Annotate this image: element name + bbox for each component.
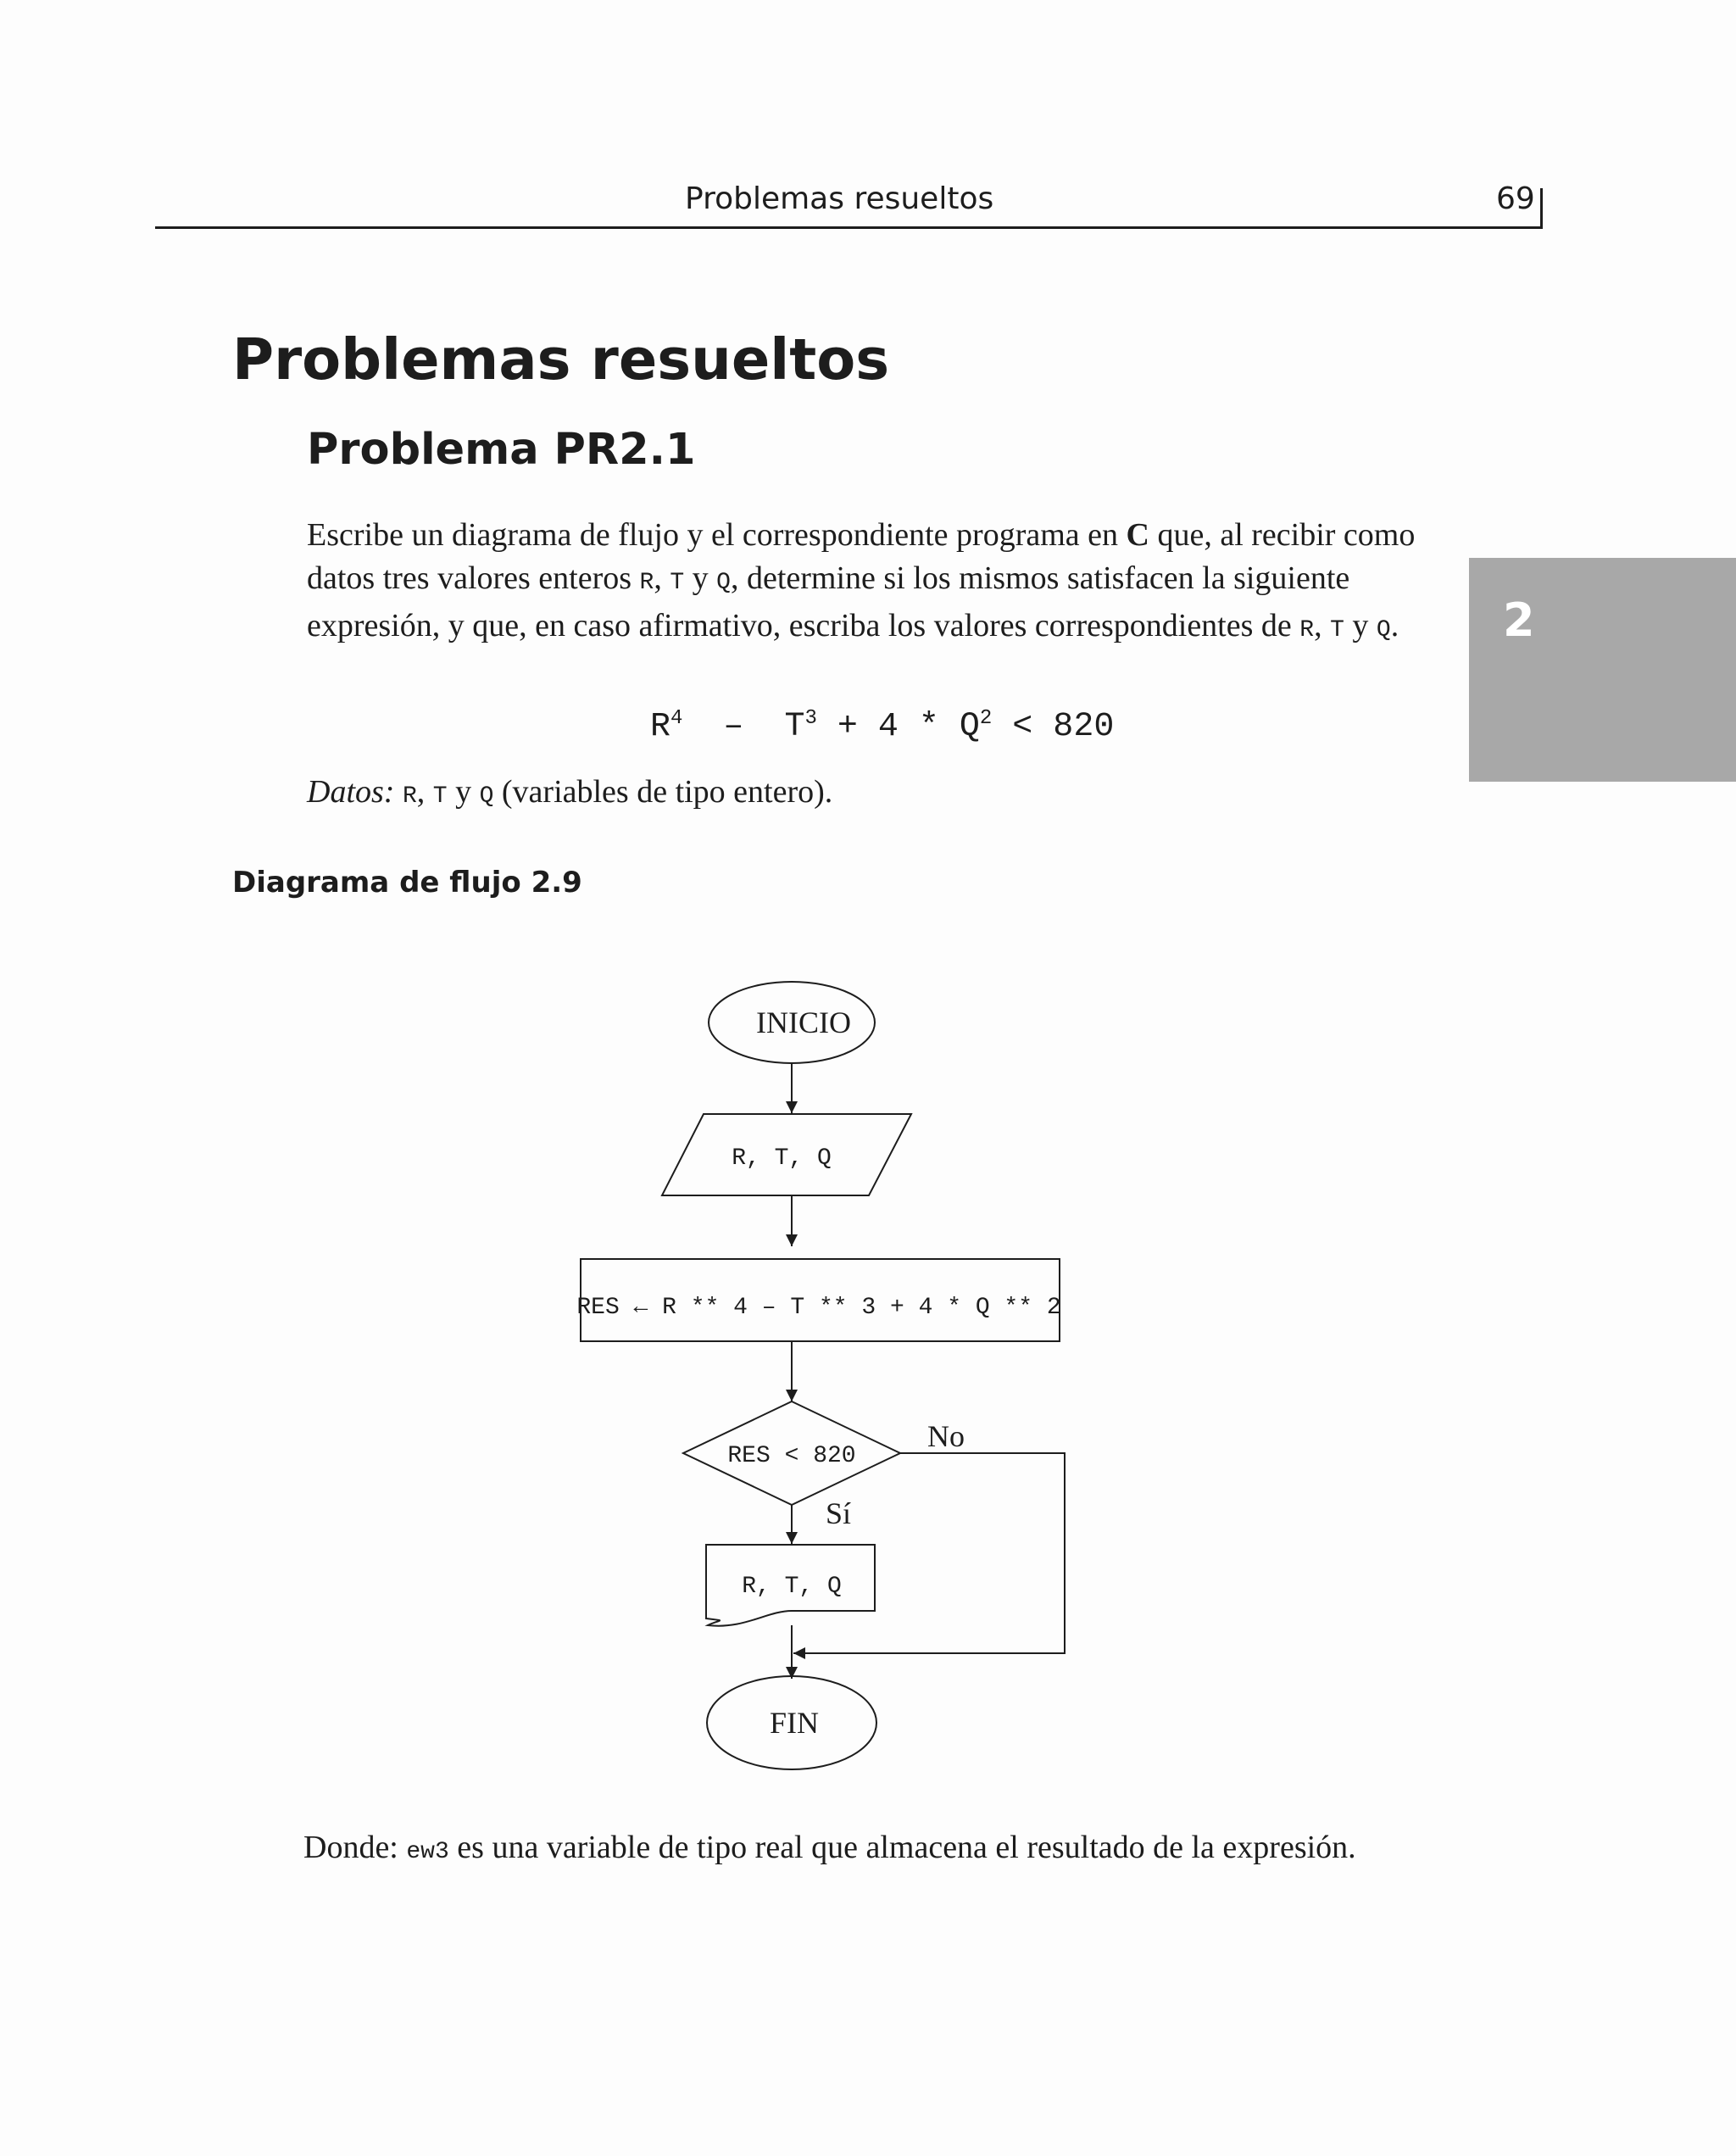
output-label: R, T, Q xyxy=(742,1574,842,1600)
start-label: INICIO xyxy=(756,1006,851,1039)
process-label: RES ← R ** 4 – T ** 3 + 4 * Q ** 2 xyxy=(576,1295,1061,1321)
statement-text: Escribe un diagrama de flujo y el correspondiente programa en xyxy=(307,517,1127,553)
no-branch-label: No xyxy=(927,1419,965,1453)
expr-q-exponent: 2 xyxy=(979,707,993,730)
statement-text: , determine si los mismos satisfacen la siguiente expresión, y que, en caso afirmativo, escriba los valores correspondientes de xyxy=(307,560,1350,643)
conjunction: y xyxy=(1344,608,1377,643)
running-header-title: Problemas resueltos xyxy=(685,181,994,216)
expr-plus-q: + 4 * Q xyxy=(816,708,980,746)
conjunction: y xyxy=(684,560,717,596)
page-number: 69 xyxy=(1496,181,1535,216)
variable-q: Q xyxy=(1376,617,1391,643)
footnote xyxy=(303,1829,1356,1866)
chapter-number: 2 xyxy=(1503,593,1535,647)
variable-q: Q xyxy=(479,783,494,810)
end-label: FIN xyxy=(769,1706,820,1740)
variable-t: T xyxy=(1330,617,1344,643)
expr-t-exponent: 3 xyxy=(804,707,817,730)
yes-branch-label: Sí xyxy=(826,1496,852,1530)
variable-q: Q xyxy=(716,570,731,596)
data-label: Datos: xyxy=(307,774,395,810)
footnote-prefix: Donde: xyxy=(303,1830,407,1865)
separator: , xyxy=(654,560,670,596)
data-description: (variables de tipo entero). xyxy=(493,774,833,810)
footnote-text: es una variable de tipo real que almacena el resultado de la expresión. xyxy=(448,1830,1356,1865)
variable-t: T xyxy=(432,783,448,810)
diagram-caption: Diagrama de flujo 2.9 xyxy=(232,866,582,900)
statement-text: que, al recibir como datos tres valores enteros xyxy=(307,517,1416,596)
connector-no-branch xyxy=(793,1453,1065,1653)
variable-r: R xyxy=(1299,617,1315,643)
expr-r: R xyxy=(650,708,671,746)
variable-r: R xyxy=(639,570,654,596)
statement-end: . xyxy=(1390,608,1399,643)
variable-r: R xyxy=(402,783,417,810)
separator: , xyxy=(416,774,433,810)
language-name: C xyxy=(1126,517,1149,553)
problem-title: Problema PR2.1 xyxy=(307,425,696,475)
variable-t: T xyxy=(670,570,685,596)
separator: , xyxy=(1314,608,1331,643)
expr-tail: < 820 xyxy=(992,708,1115,746)
conjunction: y xyxy=(447,774,480,810)
decision-label: RES < 820 xyxy=(727,1443,856,1469)
section-title: Problemas resueltos xyxy=(232,326,890,393)
expr-r-exponent: 4 xyxy=(670,707,683,730)
footnote-variable: ew3 xyxy=(406,1839,449,1865)
input-label: R, T, Q xyxy=(732,1145,832,1172)
expr-minus-t: – T xyxy=(682,708,805,746)
